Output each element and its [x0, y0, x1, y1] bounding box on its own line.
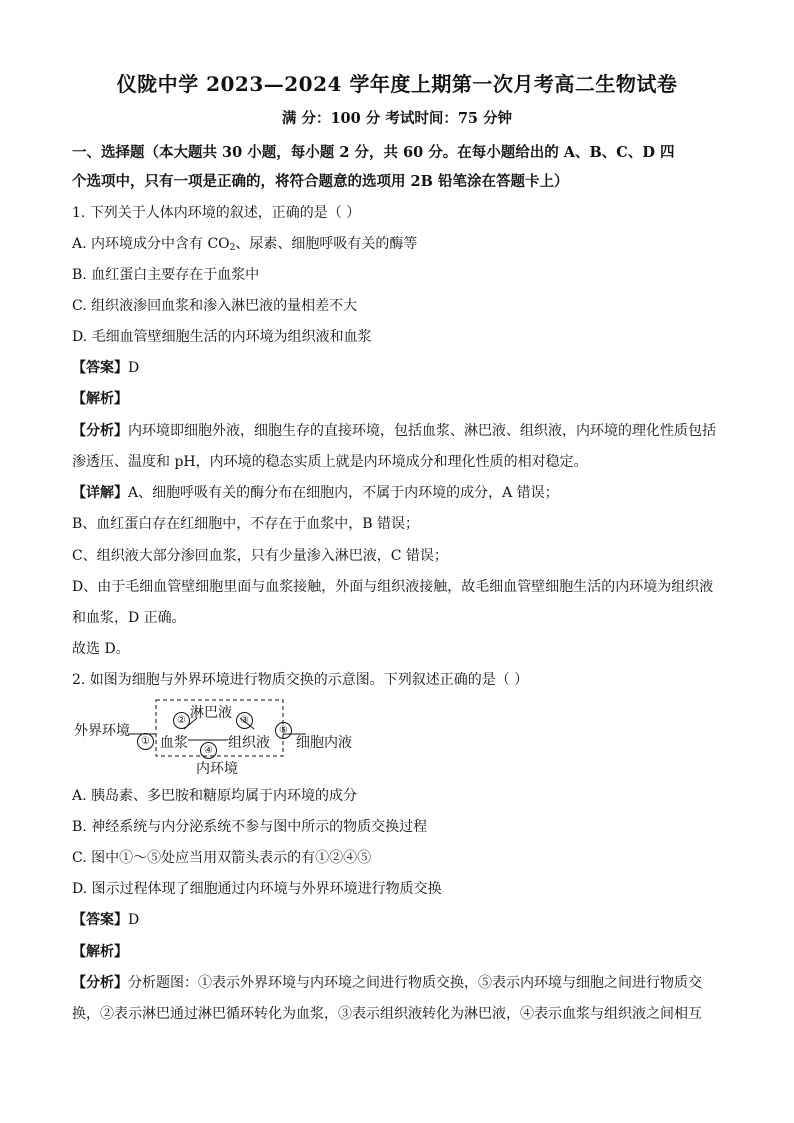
answer-value: D	[128, 360, 140, 376]
q1-stem: 1. 下列关于人体内环境的叙述，正确的是（ ）	[72, 205, 361, 221]
q1-detail-b: B、血红蛋白存在红细胞中，不存在于血浆中，B 错误；	[72, 516, 420, 532]
node-lymph: 淋巴液	[190, 705, 232, 721]
exam-info: 满 分：100 分 考试时间：75 分钟	[281, 110, 513, 127]
fenxi-tag: 【分析】	[72, 975, 128, 991]
answer-tag: 【答案】	[72, 912, 128, 928]
q1-fenxi-1	[72, 421, 724, 441]
q1-option-c: C. 组织液渗回血浆和渗入淋巴液的量相差不大	[72, 298, 358, 314]
q1-detail-d1: D、由于毛细血管壁细胞里面与血浆接触，外面与组织液接触，故毛细血管壁细胞生活的内环境为组织液	[72, 579, 714, 595]
marker-4: ④	[200, 742, 217, 759]
q2-option-c: C. 图中①～⑤处应当用双箭头表示的有①②④⑤	[72, 850, 372, 866]
q1-option-d: D. 毛细血管壁细胞生活的内环境为组织液和血浆	[72, 329, 372, 345]
q2-stem: 2. 如图为细胞与外界环境进行物质交换的示意图。下列叙述正确的是（ ）	[72, 672, 529, 688]
q2-option-a: A. 胰岛素、多巴胺和糖原均属于内环境的成分	[72, 788, 358, 804]
section-heading-line-2: 个选项中，只有一项是正确的，将符合题意的选项用 2B 铅笔涂在答题卡上）	[72, 173, 569, 190]
internal-env-label: 内环境	[196, 761, 238, 777]
q1-option-a-rest: 、尿素、细胞呼吸有关的酶等	[235, 236, 418, 252]
answer-value: D	[128, 912, 140, 928]
marker-2: ②	[173, 712, 190, 729]
q2-answer	[72, 910, 724, 930]
q1-option-a	[72, 234, 724, 258]
node-outside: 外界环境	[74, 723, 130, 739]
q2-option-b: B. 神经系统与内分泌系统不参与图中所示的物质交换过程	[72, 819, 428, 835]
marker-1: ①	[137, 733, 154, 750]
fenxi-text: 内环境即细胞外液，细胞生存的直接环境，包括血浆、淋巴液、组织液，内环境的理化性质包括	[128, 423, 716, 439]
node-cell: 细胞内液	[296, 735, 352, 751]
exchange-diagram	[70, 696, 370, 780]
q1-detail-a	[72, 483, 724, 503]
q1-answer	[72, 358, 724, 378]
q1-option-b: B. 血红蛋白主要存在于血浆中	[72, 267, 260, 283]
q1-option-a-subscript: 2	[229, 243, 236, 253]
fenxi-tag: 【分析】	[72, 423, 128, 439]
detail-text: A、细胞呼吸有关的酶分布在细胞内，不属于内环境的成分，A 错误；	[128, 485, 559, 501]
q1-detail-c: C、组织液大部分渗回血浆，只有少量渗入淋巴液，C 错误；	[72, 548, 448, 564]
q2-fenxi-1	[72, 973, 724, 993]
q1-detail-d2: 和血浆，D 正确。	[72, 610, 186, 626]
page-title: 仪陇中学 2023—2024 学年度上期第一次月考高二生物试卷	[116, 72, 678, 96]
q1-conclusion: 故选 D。	[72, 641, 130, 657]
marker-5: ⑤	[275, 722, 292, 739]
section-heading-line-1: 一、选择题（本大题共 30 小题，每小题 2 分，共 60 分。在每小题给出的 A、B、C、D 四	[72, 144, 675, 161]
marker-3: ③	[236, 712, 253, 729]
q2-analysis-tag: 【解析】	[72, 944, 128, 960]
answer-tag: 【答案】	[72, 360, 128, 376]
q1-fenxi-2: 渗透压、温度和 pH，内环境的稳态实质上就是内环境成分和理化性质的相对稳定。	[72, 454, 588, 470]
q2-fenxi-2: 换，②表示淋巴通过淋巴循环转化为血浆，③表示组织液转化为淋巴液，④表示血浆与组织液之间相互	[72, 1006, 702, 1022]
detail-tag: 【详解】	[72, 485, 128, 501]
q1-option-a-text: A. 内环境成分中含有 CO	[72, 236, 230, 252]
q1-analysis-tag: 【解析】	[72, 391, 128, 407]
node-plasma: 血浆	[160, 735, 188, 751]
q2-option-d: D. 图示过程体现了细胞通过内环境与外界环境进行物质交换	[72, 881, 442, 897]
node-tissue: 组织液	[228, 735, 270, 751]
section-heading	[72, 138, 722, 196]
fenxi-text: 分析题图：①表示外界环境与内环境之间进行物质交换，⑤表示内环境与细胞之间进行物质交	[128, 975, 702, 991]
